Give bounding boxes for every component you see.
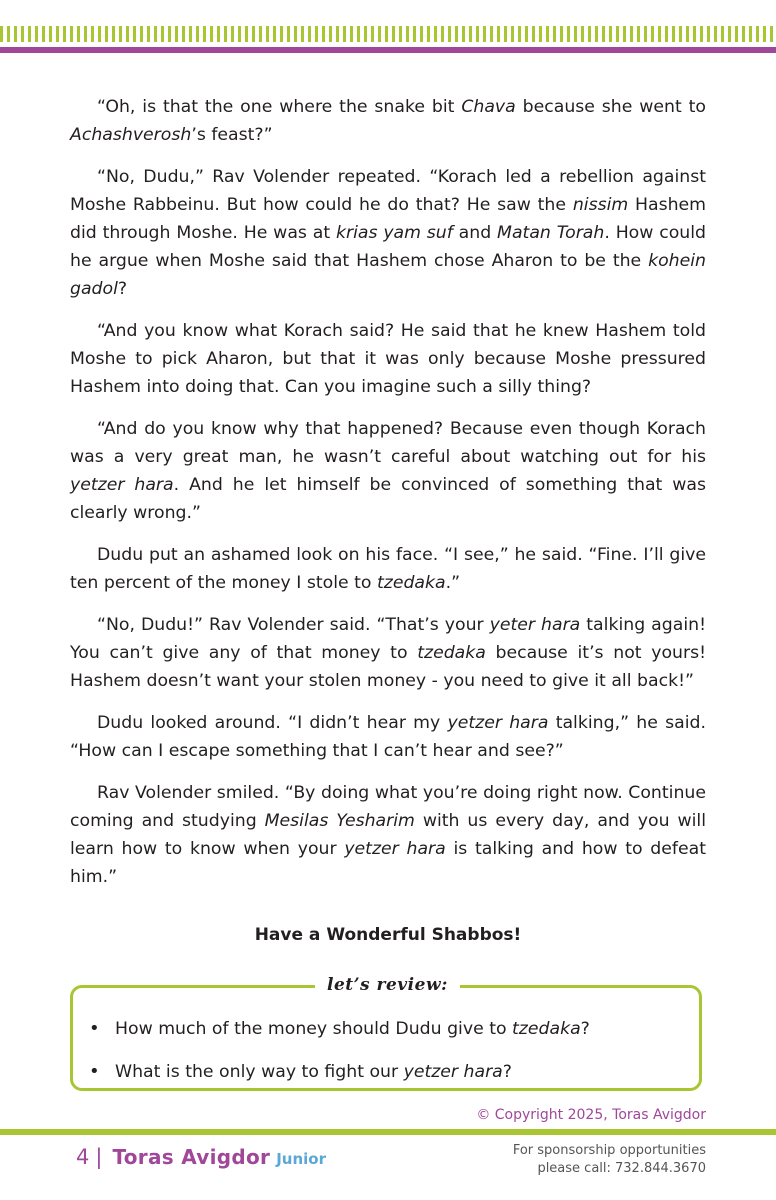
story-paragraph [70, 163, 706, 303]
story-paragraph [70, 93, 706, 149]
closing-line: Have a Wonderful Shabbos! [254, 925, 522, 945]
text-run: because she went to [515, 97, 706, 117]
text-run: Dudu put an ashamed look on his face. “I see,” he said. “Fine. I’ll give ten percent of the money I stole to [70, 545, 706, 593]
story-paragraph [70, 415, 706, 527]
italic-term: Matan Torah [497, 223, 605, 243]
italic-term: tzedaka [376, 573, 446, 593]
brand-name: Toras Avigdor [112, 1145, 271, 1169]
text-run: because it’s not yours! Hashem doesn’t want your stolen money - you need to give it all back!” [70, 643, 707, 691]
top-decorative-ticks [0, 26, 776, 42]
copyright-notice: © Copyright 2025, Toras Avigdor [476, 1107, 706, 1123]
italic-term: Mesilas Yesharim [264, 811, 415, 831]
page-number: 4 [76, 1145, 90, 1169]
review-question [87, 1061, 687, 1083]
story-paragraph [70, 541, 706, 597]
text-run: ? [117, 279, 128, 299]
italic-term: Chava [461, 97, 516, 117]
story-body [70, 93, 706, 905]
italic-term: nissim [572, 195, 629, 215]
italic-term: krias yam suf [335, 223, 453, 243]
text-run: ? [580, 1019, 590, 1039]
review-question-list [87, 1018, 687, 1104]
story-paragraph [70, 709, 706, 765]
italic-term: yetzer hara [344, 839, 446, 859]
text-run: ’s feast?” [191, 125, 273, 145]
text-run: How much of the money should Dudu give to [115, 1019, 513, 1039]
text-run: “And you know what Korach said? He said that he knew Hashem told Moshe to pick Aharon, but that it was only because Moshe pressured Hashem into doing that. Can you imagine such a silly thing? [70, 321, 706, 397]
story-paragraph [70, 779, 706, 891]
italic-term: yetzer hara [70, 475, 174, 495]
text-run: talking,” he said. “How can I escape something that I can’t hear and see?” [70, 713, 706, 761]
review-box [70, 975, 702, 1091]
text-run: Rav Volender smiled. “By doing what you’re doing right now. Continue coming and studying [70, 783, 706, 831]
text-run: “Oh, is that the one where the snake bit [97, 97, 462, 117]
text-run: . How could he argue when Moshe said that Hashem chose Aharon to be the [70, 223, 707, 271]
top-divider-rule [0, 47, 776, 53]
story-paragraph [70, 611, 706, 695]
text-run: What is the only way to fight our [115, 1062, 404, 1082]
text-run: Hashem did through Moshe. He was at [70, 195, 707, 243]
sponsorship-line: For sponsorship opportunities [512, 1143, 706, 1158]
italic-term: tzedaka [512, 1019, 581, 1039]
text-run: Dudu looked around. “I didn’t hear my [97, 713, 448, 733]
review-question [87, 1018, 687, 1040]
sponsorship-info [513, 1142, 706, 1178]
text-run: is talking and how to defeat him.” [70, 839, 706, 887]
footer-divider: | [95, 1145, 103, 1169]
italic-term: yetzer hara [447, 713, 549, 733]
text-run: with us every day, and you will learn how to know when your [70, 811, 706, 859]
italic-term: yetzer hara [403, 1062, 503, 1082]
story-paragraph [70, 317, 706, 401]
italic-term: tzedaka [417, 643, 486, 663]
brand-subtitle: Junior [276, 1150, 326, 1168]
text-run: “And do you know why that happened? Because even though Korach was a very great man, he wasn’t careful about watching out for his [70, 419, 706, 467]
text-run: “No, Dudu!” Rav Volender said. “That’s your [97, 615, 490, 635]
italic-term: Achashverosh [70, 125, 192, 145]
text-run: . And he let himself be convinced of something that was clearly wrong.” [70, 475, 706, 523]
review-title: let’s review: [315, 975, 460, 995]
italic-term: kohein gadol [70, 251, 706, 299]
text-run: and [452, 223, 498, 243]
text-run: .” [445, 573, 461, 593]
footer-branding [76, 1145, 326, 1175]
text-run: talking again! You can’t give any of that money to [70, 615, 707, 663]
bottom-divider-rule [0, 1129, 776, 1135]
text-run: ? [502, 1062, 512, 1082]
text-run: “No, Dudu,” Rav Volender repeated. “Korach led a rebellion against Moshe Rabbeinu. But how could he do that? He saw the [70, 167, 706, 215]
italic-term: yeter hara [489, 615, 581, 635]
sponsorship-phone: please call: 732.844.3670 [537, 1161, 706, 1176]
